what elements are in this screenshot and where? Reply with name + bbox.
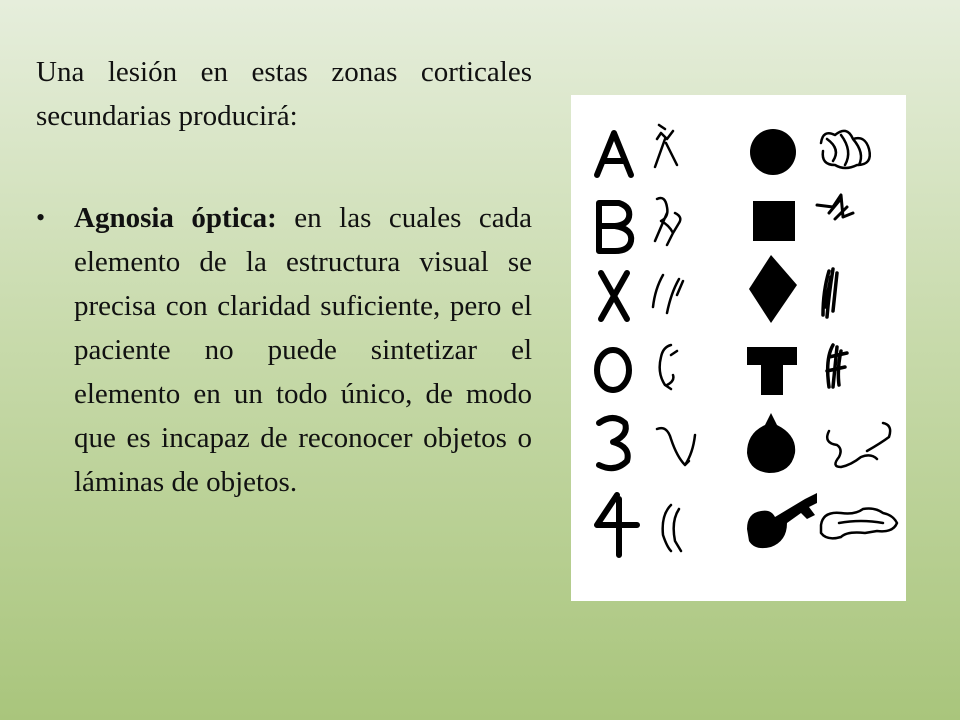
copy-diamond-scribble: [823, 269, 837, 317]
shape-key: [747, 493, 817, 548]
patient-letter-copies: [653, 125, 695, 551]
copy-t-scribble: [827, 345, 847, 387]
patient-shape-copies: [817, 131, 897, 539]
bullet-text: en las cuales cada elemento de la estructura visual se precisa con claridad suficiente, pero el paciente no puede sintetizar el elemento en un todo único, de modo que es incapaz de reconocer objetos o láminas de objetos.: [74, 202, 532, 498]
copy-a-scribble: [655, 125, 677, 167]
bullet-dot-icon: •: [36, 203, 46, 232]
copy-drawings-figure: [571, 95, 906, 601]
copy-bell-scribble: [827, 423, 890, 467]
letter-b-glyph: [599, 203, 631, 251]
copy-square-scribble: [817, 195, 853, 219]
letter-o-glyph: [597, 350, 629, 390]
digit-4-glyph: [597, 495, 637, 555]
letter-a-glyph: [597, 133, 631, 175]
shape-circle: [750, 129, 796, 175]
shape-t: [747, 347, 797, 395]
copy-circle-scribble: [821, 131, 870, 168]
copy-o-scribble: [660, 345, 677, 389]
digit-3-glyph: [599, 418, 628, 468]
model-letters: [597, 133, 637, 555]
model-shapes: [747, 129, 817, 548]
shape-square: [753, 201, 795, 241]
copy-key-scribble: [821, 509, 897, 539]
copy-b-scribble: [655, 198, 680, 245]
intro-text: Una lesión en estas zonas corticales secundarias producirá:: [36, 56, 532, 132]
shape-diamond: [749, 255, 797, 323]
bullet-list: [36, 196, 532, 504]
copy-4-scribble: [663, 505, 681, 551]
shape-bell: [747, 413, 795, 473]
bullet-item-agnosia: [36, 196, 532, 504]
letter-x-glyph: [601, 273, 627, 319]
copy-x-scribble: [653, 275, 683, 313]
bullet-term: Agnosia óptica:: [74, 202, 277, 234]
copy-3-scribble: [657, 428, 695, 465]
